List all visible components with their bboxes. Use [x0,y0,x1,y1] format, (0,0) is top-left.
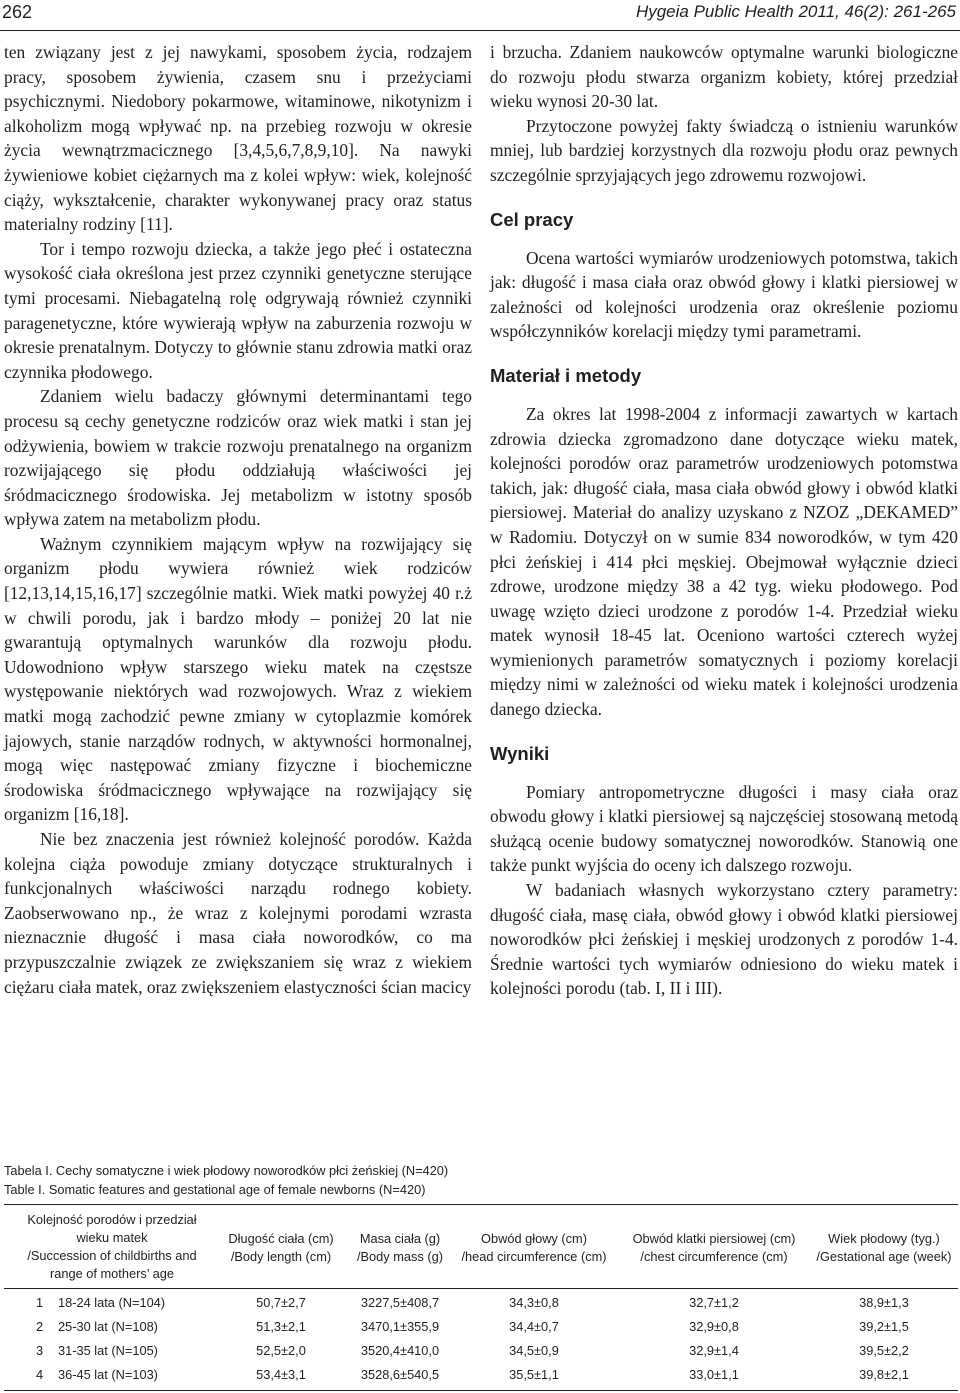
cell-chest-circumference: 32,7±1,2 [689,1295,739,1310]
table-rule-header [4,1288,958,1289]
body-paragraph: Ocena wartości wymiarów urodzeniowych potomstwa, takich jak: długość i masa ciała oraz obwód głowy i klatki piersiowej w zależności od kolejności urodzenia oraz określenie poziomu współczynników korelacji między tymi parametrami. [490,247,958,342]
cell-gestational-age: 38,9±1,3 [859,1295,909,1310]
table-row [4,1364,958,1386]
table-caption [4,1161,448,1199]
column-header-chest-circumference: Obwód klatki piersiowej (cm) /chest circumference (cm) [632,1231,796,1264]
cell-head-circumference: 34,5±0,9 [509,1343,559,1358]
journal-citation: Hygeia Public Health 2011, 46(2): 261-265 [635,2,956,21]
body-paragraph: i brzucha. Zdaniem naukowców optymalne warunki biologiczne do rozwoju płodu stwarza organizm kobiety, której przedział wieku wynosi 20-30 lat. [490,42,958,112]
column-header-body-mass: Masa ciała (g) /Body mass (g) [356,1231,444,1264]
cell-age-range: 18-24 lata (N=104) [58,1295,166,1310]
cell-age-range: 31-35 lat (N=105) [58,1343,158,1358]
table-rule-top [4,1204,958,1205]
cell-order: 2 [36,1319,44,1334]
cell-gestational-age: 39,2±1,5 [859,1319,909,1334]
body-paragraph: W badaniach własnych wykorzystano cztery parametry: długość ciała, masę ciała, obwód głowy i obwód klatki piersiowej noworodków płci żeńskiej i męskiej urodzonych z porodów 1-4. Średnie wartości tych wymiarów odniesiono do wieku matek i kolejności porodu (tab. I, II i III). [490,880,958,999]
column-header-head-circumference: Obwód głowy (cm) /head circumference (cm) [461,1231,607,1264]
column-header-body-length: Długość ciała (cm) /Body length (cm) [228,1231,334,1264]
cell-order: 3 [36,1343,44,1358]
body-paragraph: Pomiary antropometryczne długości i masy ciała oraz obwodu głowy i klatki piersiowej są najczęściej stosowaną metodą służącą ocenie budowy somatycznej noworodków. Stanowią one także punkt wyjścia do oceny ich dalszego rozwoju. [490,781,958,876]
cell-body-length: 51,3±2,1 [256,1319,306,1334]
body-paragraph: Przytoczone powyżej fakty świadczą o istnieniu warunków mniej, lub bardziej korzystnych dla rozwoju płodu oraz pewnych szczególnie sprzyjających jego zdrowemu rozwojowi. [490,115,958,185]
header-rule [0,30,960,31]
cell-head-circumference: 35,5±1,1 [509,1367,559,1382]
table-caption-en: Table I. Somatic features and gestational age of female newborns (N=420) [4,1182,426,1197]
table-caption-pl: Tabela I. Cechy somatyczne i wiek płodowy noworodków płci żeńskiej (N=420) [4,1163,449,1178]
section-heading-cel-pracy: Cel pracy [490,208,574,230]
cell-body-length: 52,5±2,0 [256,1343,306,1358]
cell-chest-circumference: 32,9±0,8 [689,1319,739,1334]
cell-body-mass: 3520,4±410,0 [360,1343,440,1358]
cell-age-range: 36-45 lat (N=103) [58,1367,158,1382]
body-paragraph: Ważnym czynnikiem mającym wpływ na rozwijający się organizm płodu wywiera również wiek rodziców [12,13,14,15,16,17] szczególnie matki. Wiek matki powyżej 40 r.ż w chwili porodu, jak i bardzo młody – poniżej 20 lat nie gwarantują optymalnych warunków dla rozwoju płodu. Udowodniono wpływ starszego wieku matek na częstsze występowanie niektórych wad rozwojowych. Wraz z wiekiem matki mogą zachodzić pewne zmiany w cytoplazmie komórek jajowych, stanie narządów rodnych, w aktywności hormonalnej, mogą więc następować zmiany fizyczne i biochemiczne środowiska śródmacicznego wpływające na rozwijający się organizm [16,18]. [4,533,472,825]
cell-body-mass: 3528,6±540,5 [360,1367,440,1382]
body-paragraph: Zdaniem wielu badaczy głównymi determinantami tego procesu są cechy genetyczne rodziców oraz wiek matki i stan jej odżywienia, bowiem w trakcie rozwoju prenatalnego na organizm rozwijającego się płodu oddziałują właściwości jej śródmacicznego środowiska. Jej metabolizm w istotny sposób wpływa zatem na metabolizm płodu. [4,386,472,530]
section-heading-material-i-metody: Materiał i metody [490,364,642,386]
cell-body-mass: 3227,5±408,7 [360,1295,440,1310]
cell-order: 1 [36,1295,44,1310]
column-header-succession: Kolejność porodów i przedział wieku matek /Succession of childbirths and range of mothers’ age [27,1212,197,1281]
cell-body-length: 53,4±3,1 [256,1367,306,1382]
page-header [0,0,960,36]
cell-body-mass: 3470,1±355,9 [360,1319,440,1334]
table-header [4,1211,958,1285]
left-column [4,40,472,999]
body-paragraph: Za okres lat 1998-2004 z informacji zawartych w kartach zdrowia dziecka zgromadzono dane dotyczące wieku matek, kolejności porodów oraz parametrów urodzeniowych potomstwa takich, jak: długość ciała, masa ciała obwód głowy i obwód klatki piersiowej. Materiał do analizy uzyskano z NZOZ „DEKAMED” w Radomiu. Dotyczył on w sumie 834 noworodków, w tym 420 płci żeńskiej i 414 płci męskiej. Obejmował wyłącznie dzieci zdrowe, urodzone między 38 a 42 tyg. wieku płodowego. Pod uwagę wzięto dzieci urodzone z porodów 1-4. Przedział wieku matek wynosił 18-45 lat. Oceniono wartości czterech wyżej wymienionych parametrów somatycznych i poziomy korelacji między nimi w zależności od wieku matek i kolejności urodzenia danego dziecka. [490,403,958,720]
cell-gestational-age: 39,5±2,2 [859,1343,909,1358]
table-rule-bottom [4,1390,958,1391]
cell-age-range: 25-30 lat (N=108) [58,1319,158,1334]
table-row [4,1316,958,1338]
cell-body-length: 50,7±2,7 [256,1295,306,1310]
section-heading-wyniki: Wyniki [490,742,550,764]
page-number: 262 [2,2,33,22]
cell-chest-circumference: 32,9±1,4 [689,1343,739,1358]
body-paragraph: Nie bez znaczenia jest również kolejność porodów. Każda kolejna ciąża powoduje zmiany dotyczące strukturalnych i funkcjonalnych właściwości narządu rodnego kobiety. Zaobserwowano np., że wraz z kolejnymi porodami wzrasta nieznacznie długość i masa ciała noworodków, co ma przypuszczalnie związek ze zwiększaniem się wraz z wiekiem ciężaru ciała matek, oraz zwiększeniem elastyczności ścian macicy [4,829,472,997]
cell-chest-circumference: 33,0±1,1 [689,1367,739,1382]
cell-head-circumference: 34,4±0,7 [509,1319,559,1334]
table-row [4,1292,958,1314]
table-row [4,1340,958,1362]
cell-gestational-age: 39,8±2,1 [859,1367,909,1382]
cell-head-circumference: 34,3±0,8 [509,1295,559,1310]
cell-order: 4 [36,1367,44,1382]
column-header-gestational-age: Wiek płodowy (tyg.) /Gestational age (week) [816,1231,952,1264]
body-paragraph: ten związany jest z jej nawykami, sposobem życia, rodzajem pracy, sposobem żywienia, czasem snu i przeżyciami psychicznymi. Niedobory pokarmowe, witaminowe, nikotynizm i alkoholizm mogą wpływać np. na przebieg rozwoju w okresie życia wewnątrzmacicznego [3,4,5,6,7,8,9,10]. Na nawyki żywieniowe kobiet ciężarnych ma z kolei wpływ: wiek, kolejność ciąży, wykształcenie, charakter wykonywanej pracy oraz status materialny rodziny [11]. [4,42,472,235]
right-column [490,40,958,1001]
body-paragraph: Tor i tempo rozwoju dziecka, a także jego płeć i ostateczna wysokość ciała określona jest przez czynniki genetyczne sterujące tymi procesami. Niebagatelną rolę odgrywają również czynniki paragenetyczne, które wywierają wpływ na zaburzenia rozwoju w okresie prenatalnym. Dotyczy to głównie stanu zdrowia matki oraz czynnika płodowego. [4,238,472,382]
